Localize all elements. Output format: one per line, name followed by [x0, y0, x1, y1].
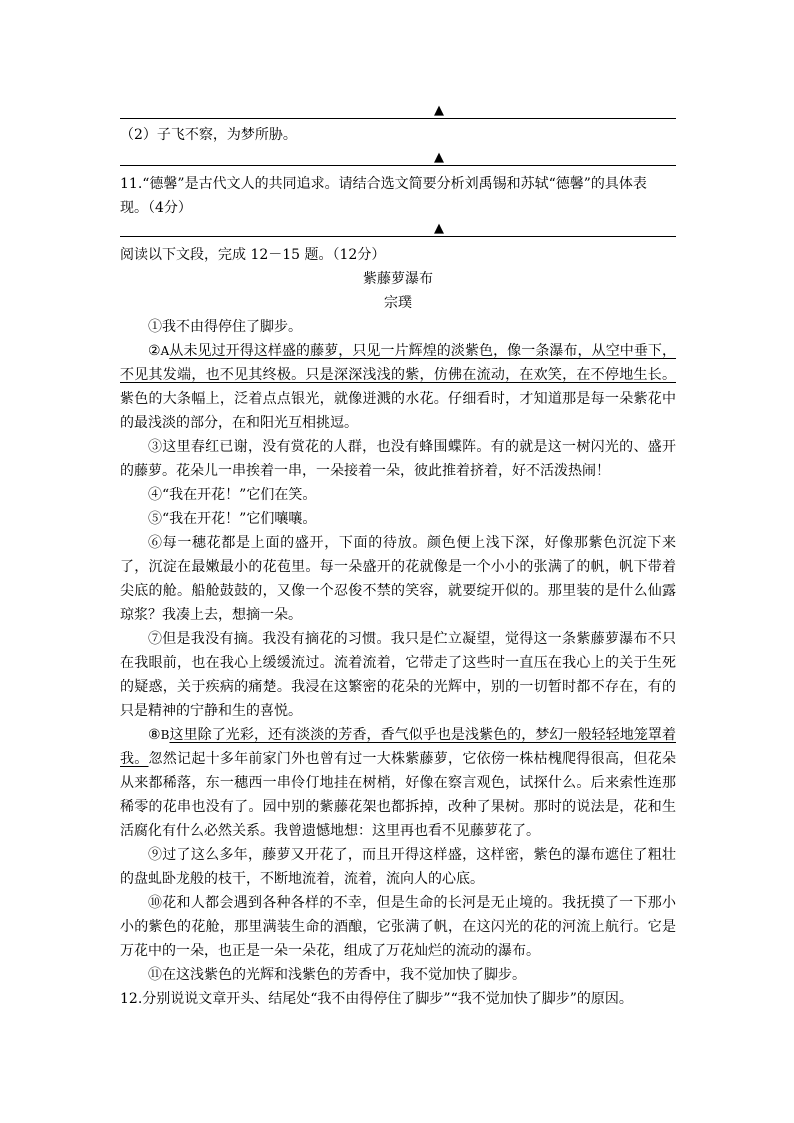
paragraph-9: ⑨过了这么多年，藤萝又开花了，而且开得这样盛，这样密，紫色的瀑布遮住了粗壮的盘虬卧龙般的枝干，不断地流着，流着，流向人的心底。 [120, 847, 676, 887]
paragraph-4: ④“我在开花！”它们在笑。 [148, 487, 317, 503]
answer-line [120, 214, 676, 237]
answer-line [120, 96, 676, 119]
underlined-sentence-b: 这里除了光彩，还有淡淡的芳香，香气似乎也是浅紫色的，梦幻一般轻轻地笼罩着我。 [120, 727, 676, 767]
exam-page [120, 96, 676, 1011]
paragraph-number: ② [148, 343, 161, 359]
question-item-2: （2）子飞不察，为梦所胁。 [120, 127, 297, 143]
paragraph-text: 忽然记起十多年前家门外也曾有过一大株紫藤萝，它依傍一株枯槐爬得很高，但花朵从来都稀落，东一穗西一串伶仃地挂在树梢，好像在察言观色，试探什么。后来索性连那稀零的花串也没有了。园中别的紫藤花架也都拆掉，改种了果树。那时的说法是，花和生活腐化有什么必然关系。我曾遗憾地想：这里再也看不见藤萝花了。 [120, 751, 677, 839]
paragraph-5: ⑤“我在开花！”它们嚷嚷。 [148, 511, 317, 527]
underlined-sentence-a: 从未见过开得这样盛的藤萝，只见一片辉煌的淡紫色，像一条瀑布，从空中垂下，不见其发端，也不见其终极。只是深深浅浅的紫，仿佛在流动，在欢笑，在不停地生长。 [120, 343, 677, 383]
question-12: 12.分别说说文章开头、结尾处“我不由得停住了脚步”“我不觉加快了脚步”的原因。 [120, 991, 633, 1007]
article-author: 宗璞 [384, 295, 412, 311]
reading-instructions: 阅读以下文段，完成 12－15 题。（12分） [120, 247, 386, 263]
article-title: 紫藤萝瀑布 [363, 271, 433, 287]
paragraph-text: 紫色的大条幅上，泛着点点银光，就像迸溅的水花。仔细看时，才知道那是每一朵紫花中的最浅淡的部分，在和阳光互相挑逗。 [120, 391, 676, 431]
paragraph-6: ⑥每一穗花都是上面的盛开，下面的待放。颜色便上浅下深，好像那紫色沉淀下来了，沉淀在最嫩最小的花苞里。每一朵盛开的花就像是一个小小的张满了的帆，帆下带着尖底的舱。船舱鼓鼓的，又像一个忍俊不禁的笑容，就要绽开似的。那里装的是什么仙露琼浆？我凑上去，想摘一朵。 [120, 535, 676, 623]
question-11-line1: 11.“德馨”是古代文人的共同追求。请结合选文简要分析刘禹锡和苏轼“德馨”的具体表 [120, 176, 647, 192]
answer-line [120, 143, 676, 166]
paragraph-8 [120, 723, 676, 843]
annotation-mark-a: A [160, 344, 170, 358]
paragraph-3: ③这里春红已谢，没有赏花的人群，也没有蜂围蝶阵。有的就是这一树闪光的、盛开的藤萝。花朵儿一串挨着一串，一朵接着一朵，彼此推着挤着，好不活泼热闹！ [120, 439, 676, 479]
answer-triangle-icon: ▲ [434, 150, 444, 165]
question-11-line2: 现。（4分） [120, 200, 192, 216]
paragraph-1: ①我不由得停住了脚步。 [148, 319, 302, 335]
paragraph-number: ⑧ [148, 727, 161, 743]
paragraph-11: ⑪在这浅紫色的光辉和浅紫色的芳香中，我不觉加快了脚步。 [148, 967, 526, 983]
paragraph-2 [120, 339, 676, 435]
annotation-mark-b: B [160, 728, 170, 742]
answer-triangle-icon: ▲ [434, 221, 444, 236]
paragraph-10: ⑩花和人都会遇到各种各样的不幸，但是生命的长河是无止境的。我抚摸了一下那小小的紫色的花舱，那里满装生命的酒酿，它张满了帆，在这闪光的花的河流上航行。它是万花中的一朵，也正是一朵一朵花，组成了万花灿烂的流动的瀑布。 [120, 895, 676, 959]
answer-triangle-icon: ▲ [434, 103, 444, 118]
paragraph-7: ⑦但是我没有摘。我没有摘花的习惯。我只是伫立凝望，觉得这一条紫藤萝瀑布不只在我眼前，也在我心上缓缓流过。流着流着，它带走了这些时一直压在我心上的关于生死的疑惑，关于疾病的痛楚。我浸在这繁密的花朵的光辉中，别的一切暂时都不存在，有的只是精神的宁静和生的喜悦。 [120, 631, 676, 719]
